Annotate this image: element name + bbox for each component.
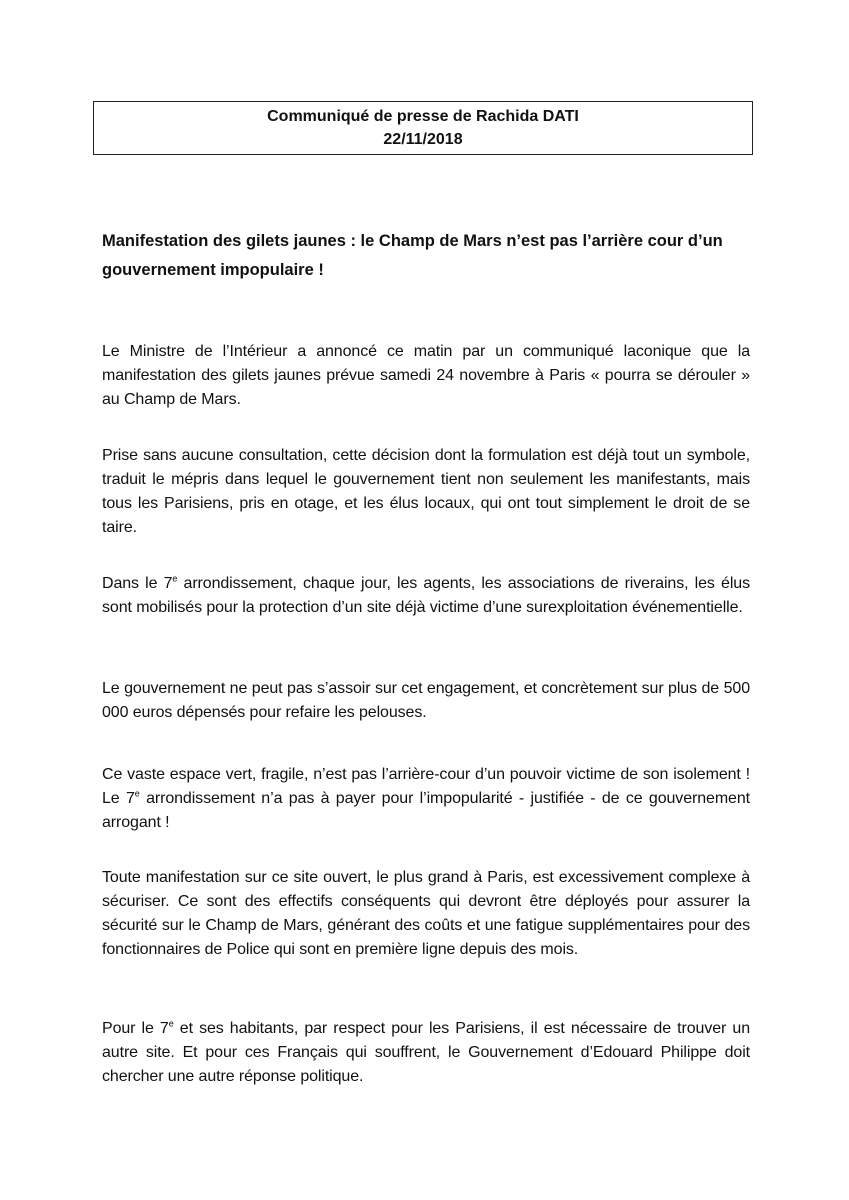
paragraph-2: Prise sans aucune consultation, cette décision dont la formulation est déjà tout un symbole, traduit le mépris dans lequel le gouvernement tient non seulement les manifestants, mais tous les Parisiens, pris en otage, et les élus locaux, qui ont tout simplement le droit de se taire. (102, 447, 750, 536)
paragraph-4: Le gouvernement ne peut pas s’assoir sur cet engagement, et concrètement sur plus de 500 000 euros dépensés pour refaire les pelouses. (102, 680, 750, 721)
paragraph-3-rest: arrondissement, chaque jour, les agents, les associations de riverains, les élus sont mobilisés pour la protection d’un site déjà victime d’une surexploitation événementielle. (102, 575, 750, 616)
ordinal-superscript: e (172, 573, 178, 584)
paragraph-5-start: Ce vaste espace vert, fragile, n’est pas l’arrière-cour d’un pouvoir victime de son isolement ! Le 7 (102, 766, 750, 807)
paragraph-1: Le Ministre de l’Intérieur a annoncé ce matin par un communiqué laconique que la manifestation des gilets jaunes prévue samedi 24 novembre à Paris « pourra se dérouler » au Champ de Mars. (102, 343, 750, 408)
press-release-date: 22/11/2018 (383, 131, 463, 148)
paragraph-3-start: Dans le 7 (102, 575, 173, 592)
press-release-title: Communiqué de presse de Rachida DATI (267, 108, 579, 125)
ordinal-superscript: e (168, 1018, 174, 1029)
paragraph-7 (102, 1017, 750, 1089)
ordinal-superscript: e (134, 788, 140, 799)
paragraph-5 (102, 763, 750, 835)
paragraph-6: Toute manifestation sur ce site ouvert, le plus grand à Paris, est excessivement complexe à sécuriser. Ce sont des effectifs conséquents qui devront être déployés pour assurer la sécurité sur le Champ de Mars, générant des coûts et une fatigue supplémentaires pour des fonctionnaires de Police qui sont en première ligne depuis des mois. (102, 869, 750, 958)
press-release-header-box (93, 101, 753, 155)
paragraph-7-rest: et ses habitants, par respect pour les Parisiens, il est nécessaire de trouver un autre site. Et pour ces Français qui souffrent, le Gouvernement d’Edouard Philippe doit chercher une autre réponse politique. (102, 1020, 750, 1085)
paragraph-5-rest: arrondissement n’a pas à payer pour l’impopularité - justifiée - de ce gouvernement arrogant ! (102, 790, 750, 831)
headline: Manifestation des gilets jaunes : le Champ de Mars n’est pas l’arrière cour d’un gouvernement impopulaire ! (102, 232, 723, 279)
paragraph-7-start: Pour le 7 (102, 1020, 169, 1037)
paragraph-3 (102, 572, 750, 620)
